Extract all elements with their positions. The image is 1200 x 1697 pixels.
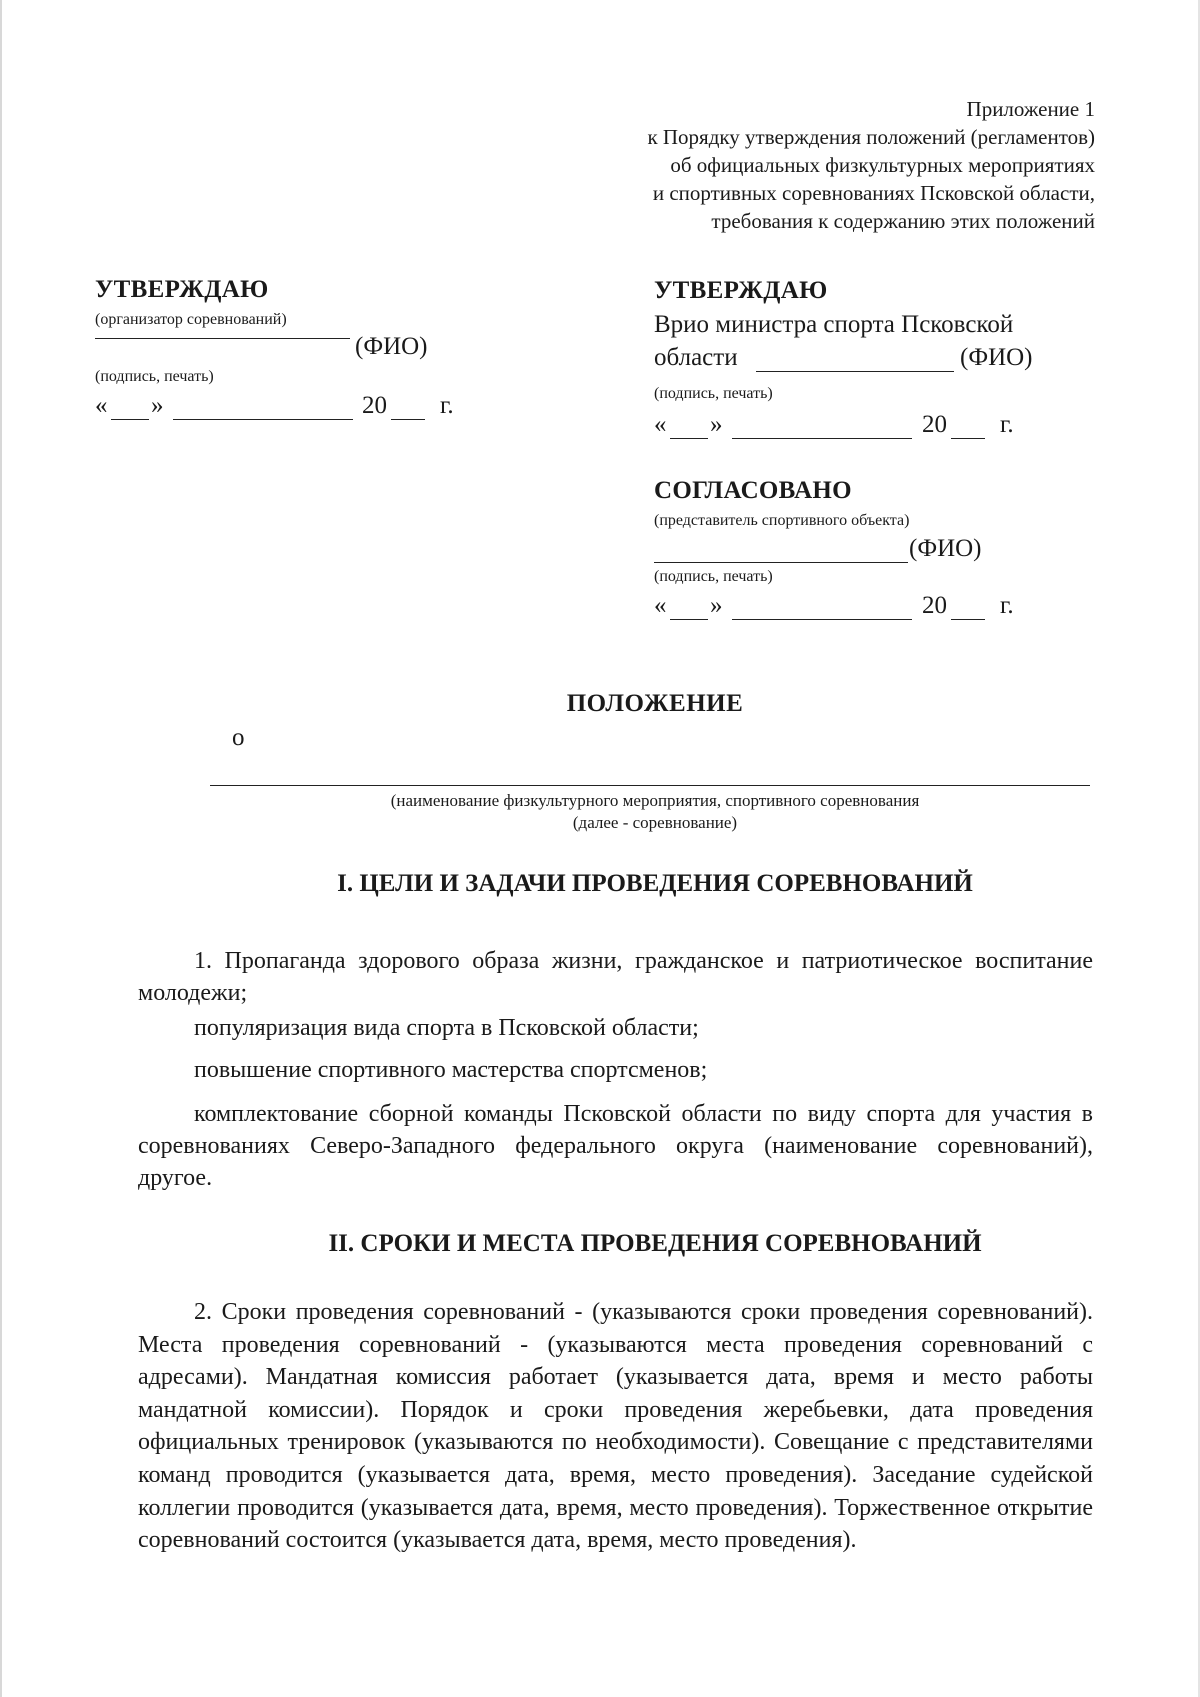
document-title: ПОЛОЖЕНИЕ: [566, 690, 744, 717]
section1-paragraph-2: популяризация вида спорта в Псковской области;: [194, 1015, 699, 1041]
section2-title: II. СРОКИ И МЕСТА ПРОВЕДЕНИЯ СОРЕВНОВАНИЙ: [328, 1230, 982, 1257]
approve-left-year-line: [391, 419, 425, 420]
approve-left-day-line: [111, 419, 149, 420]
agreed-role-note: (представитель спортивного объекта): [654, 512, 910, 529]
agreed-year-suffix: г.: [1000, 592, 1014, 619]
appendix-line: требования к содержанию этих положений: [711, 209, 1095, 233]
approve-right-year-suffix: г.: [1000, 411, 1014, 438]
approve-left-fio: (ФИО): [355, 333, 428, 360]
approve-right-fio: (ФИО): [960, 344, 1033, 371]
section1-paragraph-3: повышение спортивного мастерства спортсменов;: [194, 1057, 708, 1083]
approve-right-day-line: [670, 438, 708, 439]
event-name-note-line2: (далее - соревнование): [572, 813, 738, 832]
approve-left-month-line: [173, 419, 353, 420]
agreed-signature-line: [654, 562, 908, 563]
event-name-line: [210, 785, 1090, 786]
approve-left-year: 20: [362, 392, 387, 419]
approve-right-signature-line: [756, 371, 954, 372]
approve-right-role-line2: области: [654, 344, 738, 371]
approve-right-year: 20: [922, 411, 947, 438]
approve-right-heading: УТВЕРЖДАЮ: [654, 277, 828, 304]
approve-right-date-open: «: [654, 411, 667, 438]
approve-left-role-note: (организатор соревнований): [95, 311, 287, 328]
agreed-fio: (ФИО): [909, 535, 982, 562]
agreed-year-line: [951, 619, 985, 620]
event-name-note-line1: (наименование физкультурного мероприятия, спортивного соревнования: [390, 791, 920, 810]
section2-paragraph-1: 2. Сроки проведения соревнований - (указываются сроки проведения соревнований). Места проведения соревнований - (указываются места проведения соревнований с адресами). Мандатная комиссия работает (указывается дата, время и место работы мандатной комиссии). Порядок и сроки проведения жеребьевки, дата проведения официальных тренировок (указываются по необходимости). Совещание с представителями команд проводится (указывается дата, время, место проведения). Заседание судейской коллегии проводится (указывается дата, время, место проведения). Торжественное открытие соревнований состоится (указывается дата, время, место проведения).: [138, 1299, 1093, 1554]
appendix-line: к Порядку утверждения положений (регламентов): [647, 125, 1095, 149]
approve-left-date-open: «: [95, 392, 108, 419]
appendix-line: об официальных физкультурных мероприятиях: [670, 153, 1095, 177]
approve-right-role-line1: Врио министра спорта Псковской: [654, 311, 1014, 338]
appendix-line: и спортивных соревнованиях Псковской области,: [652, 181, 1095, 205]
agreed-date-open: «: [654, 592, 667, 619]
agreed-day-line: [670, 619, 708, 620]
appendix-line: Приложение 1: [966, 97, 1095, 121]
agreed-sign-note: (подпись, печать): [654, 568, 773, 585]
event-name-note: [0, 790, 1200, 834]
document-about: о: [232, 724, 245, 751]
approve-left-signature-line: [95, 338, 350, 339]
agreed-month-line: [732, 619, 912, 620]
approve-right-month-line: [732, 438, 912, 439]
section1-paragraph-4: комплектование сборной команды Псковской области по виду спорта для участия в соревнованиях Северо-Западного федерального округа (наименование соревнований), другое.: [138, 1101, 1093, 1191]
approve-left-heading: УТВЕРЖДАЮ: [95, 276, 269, 303]
agreed-heading: СОГЛАСОВАНО: [654, 477, 852, 504]
approve-right-sign-note: (подпись, печать): [654, 385, 773, 402]
section1-paragraph-1: 1. Пропаганда здорового образа жизни, гражданское и патриотическое воспитание молодежи;: [138, 948, 1093, 1006]
appendix-header: [535, 95, 1095, 235]
section1-title: I. ЦЕЛИ И ЗАДАЧИ ПРОВЕДЕНИЯ СОРЕВНОВАНИЙ: [337, 870, 973, 897]
approve-left-year-suffix: г.: [440, 392, 454, 419]
agreed-date-close: »: [710, 592, 723, 619]
agreed-year: 20: [922, 592, 947, 619]
scan-left-edge: [0, 0, 2, 1697]
approve-left-date-close: »: [151, 392, 164, 419]
approve-right-date-close: »: [710, 411, 723, 438]
approve-left-sign-note: (подпись, печать): [95, 368, 214, 385]
approve-right-year-line: [951, 438, 985, 439]
